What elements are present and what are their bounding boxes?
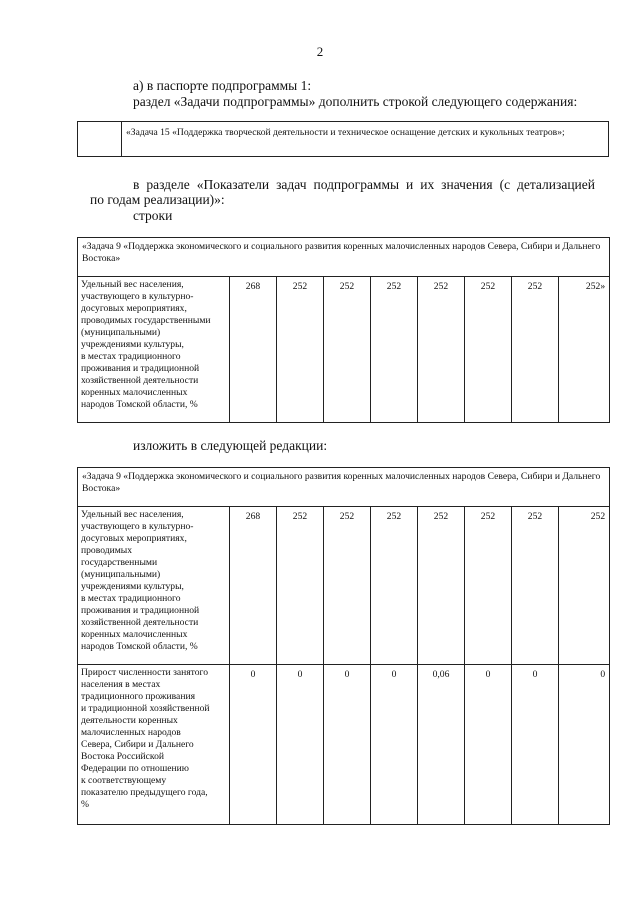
value-cell: 252: [512, 507, 559, 665]
value-cell: 252: [324, 507, 371, 665]
edit-intro: изложить в следующей редакции:: [133, 438, 328, 453]
label-line: проводимых: [81, 545, 133, 556]
label-line: Удельный вес населения,: [81, 509, 184, 520]
label-line: досуговых мероприятиях,: [81, 533, 187, 544]
indicators-intro-line-1: в разделе «Показатели задач подпрограммы и их значения (с детализацией: [133, 177, 595, 192]
value-cell: 252: [418, 277, 465, 423]
value-cell: 0: [324, 665, 371, 825]
label-line: коренных малочисленных: [81, 629, 188, 640]
empty-cell: [78, 122, 122, 157]
value-cell: 0: [512, 665, 559, 825]
label-line: и традиционной хозяйственной: [81, 703, 210, 714]
indicators-intro-line-2: по годам реализации)»:: [90, 192, 225, 207]
value-cell: 252»: [559, 277, 610, 423]
table-old-rows: [77, 237, 610, 423]
value-cell: 252: [371, 277, 418, 423]
label-line: участвующего в культурно-: [81, 291, 194, 302]
task-9-header: «Задача 9 «Поддержка экономического и социального развития коренных малочисленных народов Севера, Сибири и Дальнего Востока»: [78, 468, 610, 507]
label-line: хозяйственной деятельности: [81, 617, 199, 628]
intro-line-1: а) в паспорте подпрограммы 1:: [133, 78, 312, 93]
value-cell: 268: [230, 277, 277, 423]
label-line: проживания и традиционной: [81, 605, 200, 616]
task-15-text: «Задача 15 «Поддержка творческой деятельности и техническое оснащение детских и кукольных театров»;: [122, 122, 609, 157]
value-cell: 252: [418, 507, 465, 665]
value-cell: 0: [230, 665, 277, 825]
label-line: учреждениями культуры,: [81, 339, 184, 350]
label-line: Удельный вес населения,: [81, 279, 184, 290]
label-line: государственными: [81, 557, 158, 568]
value-cell: 0,06: [418, 665, 465, 825]
label-line: народов Томской области, %: [81, 399, 198, 410]
label-line: традиционного проживания: [81, 691, 195, 702]
indicator-label: [78, 277, 230, 423]
indicator-label: [78, 665, 230, 825]
value-cell: 252: [465, 277, 512, 423]
label-line: Севера, Сибири и Дальнего: [81, 739, 194, 750]
value-cell: 252: [277, 277, 324, 423]
intro-line-2: раздел «Задачи подпрограммы» дополнить строкой следующего содержания:: [133, 94, 578, 109]
task-15-table: [77, 121, 609, 157]
label-line: (муниципальными): [81, 327, 161, 338]
value-cell: 0: [371, 665, 418, 825]
page-number: 2: [316, 44, 324, 59]
label-line: досуговых мероприятиях,: [81, 303, 187, 314]
value-cell: 252: [277, 507, 324, 665]
value-cell: 252: [512, 277, 559, 423]
label-line: коренных малочисленных: [81, 387, 188, 398]
value-cell: 268: [230, 507, 277, 665]
label-line: (муниципальными): [81, 569, 161, 580]
label-line: народов Томской области, %: [81, 641, 198, 652]
table-new-rows: [77, 467, 610, 825]
label-line: населения в местах: [81, 679, 161, 690]
value-cell: 0: [559, 665, 610, 825]
label-line: Прирост численности занятого: [81, 667, 209, 678]
label-line: к соответствующему: [81, 775, 167, 786]
label-line: деятельности коренных: [81, 715, 178, 726]
value-cell: 252: [324, 277, 371, 423]
label-line: в местах традиционного: [81, 593, 181, 604]
value-cell: 252: [465, 507, 512, 665]
label-line: показателю предыдущего года,: [81, 787, 208, 798]
label-line: участвующего в культурно-: [81, 521, 194, 532]
indicators-intro-line-3: строки: [133, 208, 173, 223]
label-line: Востока Российской: [81, 751, 165, 762]
value-cell: 0: [277, 665, 324, 825]
task-9-header: «Задача 9 «Поддержка экономического и социального развития коренных малочисленных народов Севера, Сибири и Дальнего Востока»: [78, 238, 610, 277]
label-line: учреждениями культуры,: [81, 581, 184, 592]
label-line: хозяйственной деятельности: [81, 375, 199, 386]
label-line: %: [81, 799, 89, 810]
label-line: Федерации по отношению: [81, 763, 189, 774]
label-line: малочисленных народов: [81, 727, 181, 738]
label-line: проживания и традиционной: [81, 363, 200, 374]
label-line: проводимых государственными: [81, 315, 211, 326]
value-cell: 0: [465, 665, 512, 825]
label-line: в местах традиционного: [81, 351, 181, 362]
indicator-label: [78, 507, 230, 665]
value-cell: 252: [371, 507, 418, 665]
value-cell: 252: [559, 507, 610, 665]
